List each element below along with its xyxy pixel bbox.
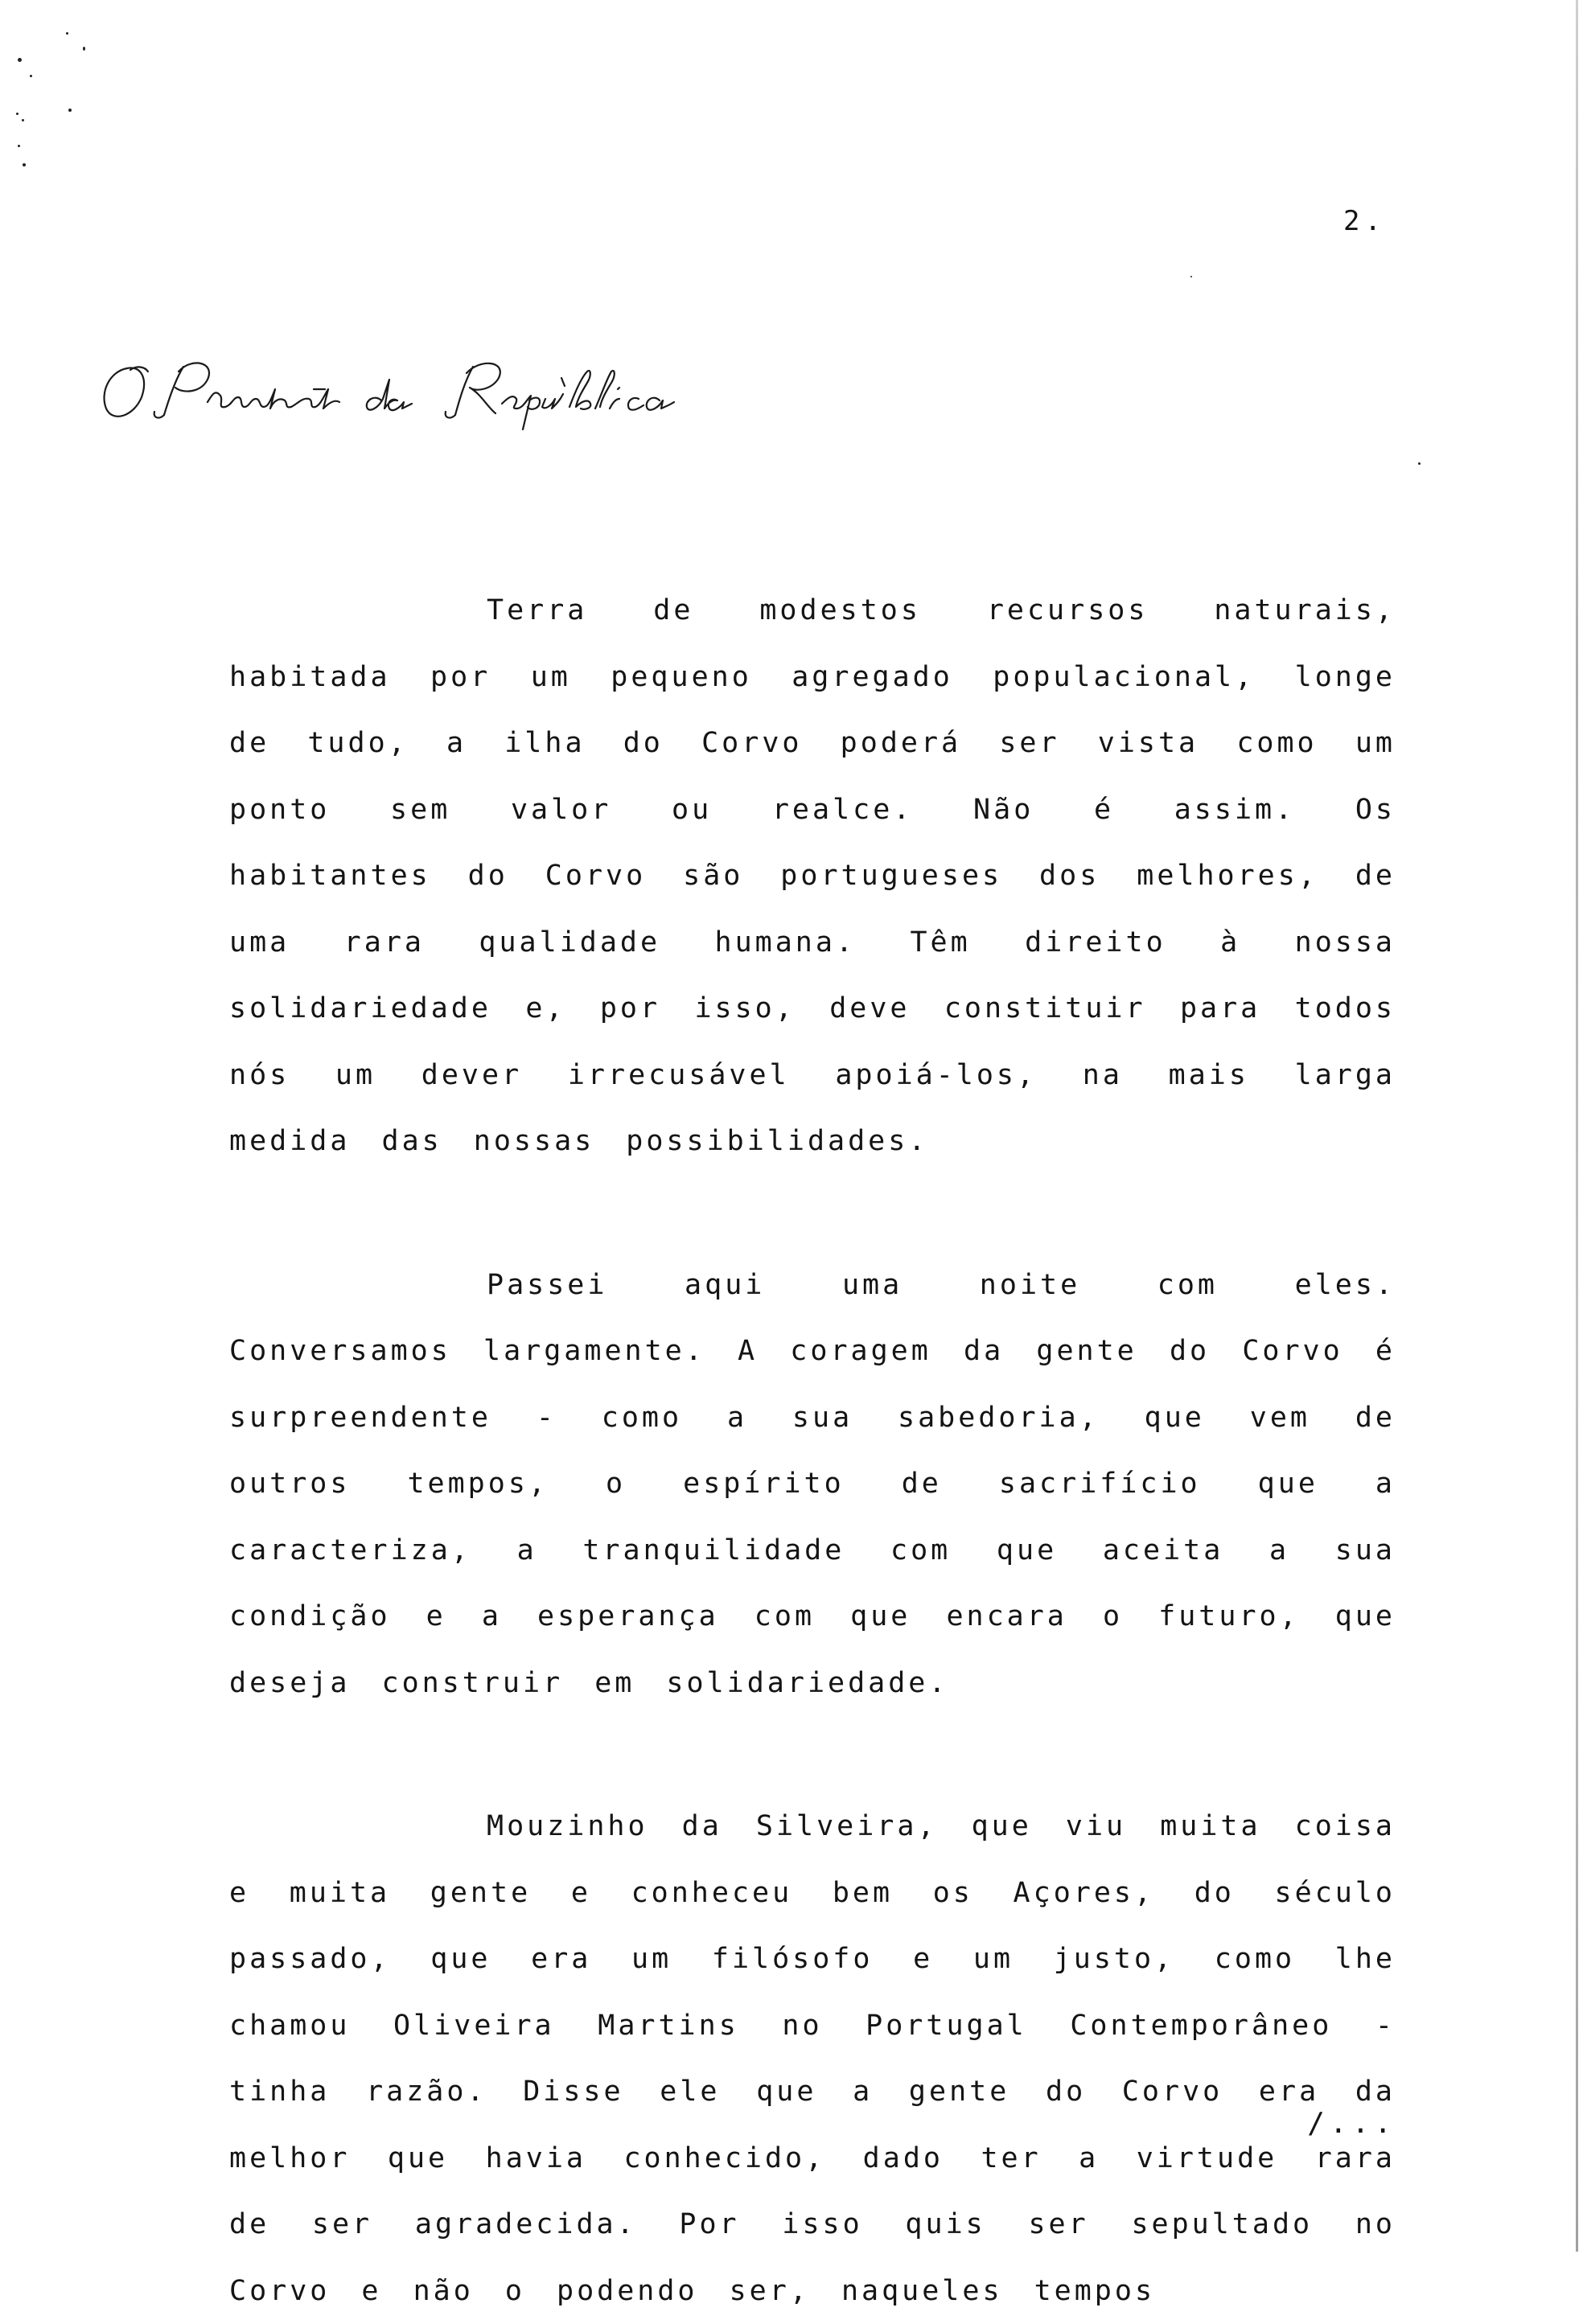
scan-speck: [1418, 462, 1421, 465]
paragraph-1: Terra de modestos recursos naturais, habitada por um pequeno agregado populacional, longe de tudo, a ilha do Corvo poderá ser vista como um ponto sem valor ou realce. Não é assim. Os habitantes do Corvo são portugueses dos melhores, de uma rara qualidade humana. Têm direito à nossa solidariedade e, por isso, deve constituir para todos nós um dever irrecusável apoiá-los, na mais larga medida das nossas possibilidades.: [229, 594, 1396, 1157]
scan-speck: [68, 109, 72, 112]
scan-speck: [16, 113, 19, 115]
scan-speck: [22, 119, 24, 121]
scan-speck: [66, 32, 68, 35]
letter-body: [229, 577, 1396, 2324]
scan-edge: [1576, 0, 1578, 2252]
scan-speck: [83, 47, 85, 51]
continuation-mark: /...: [1307, 2107, 1396, 2140]
scan-speck: [23, 163, 26, 166]
scan-speck: [18, 145, 20, 147]
letterhead-signature-image: [95, 330, 690, 442]
paragraph-3: Mouzinho da Silveira, que viu muita coisa e muita gente e conheceu bem os Açores, do século passado, que era um filósofo e um justo, como lhe chamou Oliveira Martins no Portugal Contemporâneo - tinha razão. Disse ele que a gente do Corvo era da melhor que havia conhecido, dado ter a virtude rara de ser agradecida. Por isso quis ser sepultado no Corvo e não o podendo ser, naqueles tempos: [229, 1810, 1396, 2307]
letterhead-script: [95, 330, 690, 442]
scan-speck: [30, 75, 32, 77]
scan-speck: [18, 58, 22, 62]
paragraph-2: Passei aqui uma noite com eles. Conversamos largamente. A coragem da gente do Corvo é surpreendente - como a sua sabedoria, que vem de outros tempos, o espírito de sacrifício que a caracteriza, a tranquilidade com que aceita a sua condição e a esperança com que encara o futuro, que deseja construir em solidariedade.: [229, 1268, 1396, 1699]
scan-speck: [1190, 276, 1192, 277]
page-number: 2.: [1343, 205, 1386, 237]
